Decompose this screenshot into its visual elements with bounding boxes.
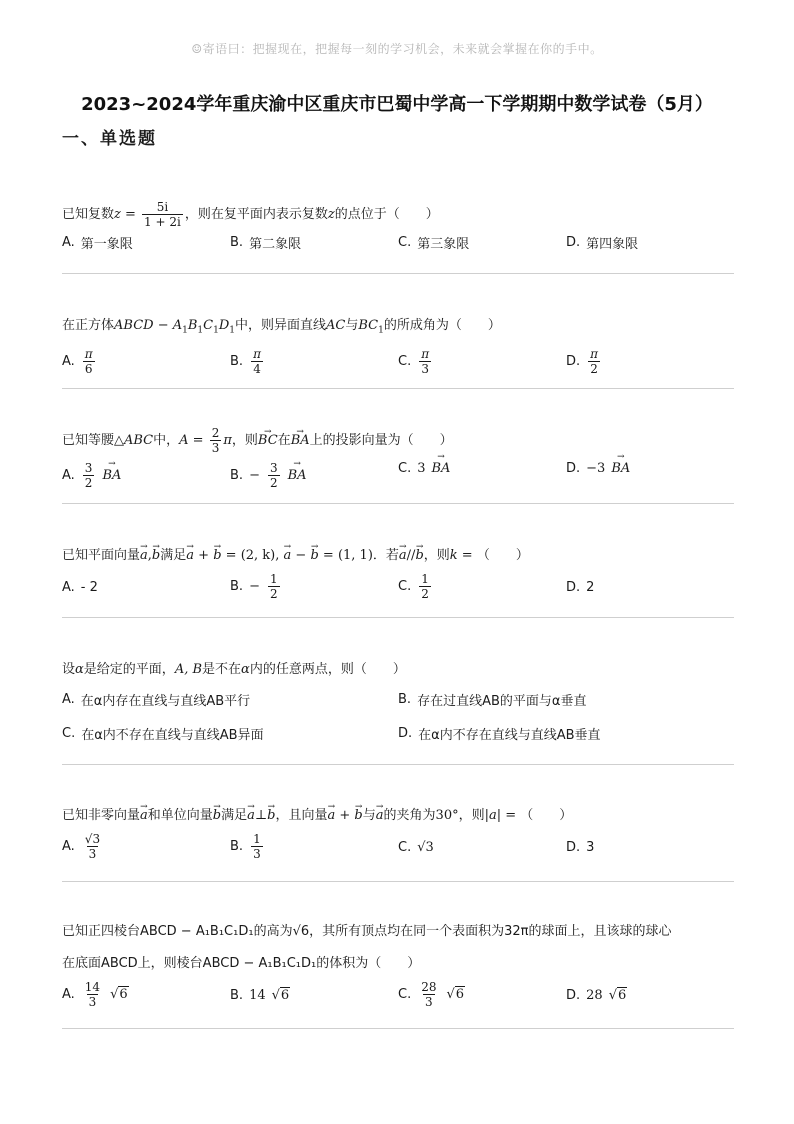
- question-6-options: [62, 832, 734, 868]
- question-7: [62, 922, 734, 1016]
- option-d[interactable]: D. 3: [566, 840, 595, 855]
- divider: [62, 388, 734, 389]
- question-3-stem: 已知等腰△ABC中，A = $\frac{2}{3}$ π，则→ BC在→ BA上的投影向量为（ ）: [62, 426, 734, 455]
- question-5-stem: 设α是给定的平面，A, B是不在α内的任意两点，则（ ）: [62, 662, 406, 677]
- option-d[interactable]: D. −3 → BA: [566, 461, 630, 476]
- option-c[interactable]: C. $\frac{28}{3}$ √6: [398, 980, 465, 1009]
- option-b[interactable]: B. − $\frac{1}{2}$: [230, 572, 278, 601]
- question-7-stem-line-2: 在底面ABCD上，则棱台ABCD − A₁B₁C₁D₁的体积为（ ）: [62, 956, 421, 971]
- divider: [62, 764, 734, 765]
- header-motto: ☺寄语曰：把握现在，把握每一刻的学习机会，未来就会掌握在你的手中。: [191, 42, 603, 56]
- question-2-options: [62, 347, 734, 381]
- option-b[interactable]: B. 第二象限: [230, 235, 302, 252]
- document-title: 2023~2024学年重庆渝中区重庆市巴蜀中学高一下学期期中数学试卷（5月）: [81, 94, 713, 115]
- question-4: [62, 546, 734, 606]
- option-c[interactable]: C. √3: [398, 840, 434, 855]
- question-6-stem: 已知非零向量→ a和单位向量→ b满足→ a⊥→ b，且向量→ a + → b与→ a的夹角为30°，则|a| = （ ）: [62, 806, 734, 826]
- question-5-options: [62, 690, 734, 760]
- question-3: [62, 426, 734, 495]
- question-3-options: [62, 461, 734, 495]
- option-b[interactable]: B. $\frac{\pi}{4}$: [230, 346, 261, 376]
- divider: [62, 503, 734, 504]
- option-a[interactable]: A. $\frac{√3}{3}$: [62, 832, 101, 861]
- question-2-stem: 在正方体ABCD − $A_1B_1C_1D_1$中，则异面直线AC与$BC_1$的所成角为（ ）: [62, 318, 501, 336]
- option-d[interactable]: D. 在α内不存在直线与直线AB垂直: [398, 726, 601, 743]
- option-c[interactable]: C. 第三象限: [398, 235, 470, 252]
- question-4-options: [62, 572, 734, 606]
- fraction: $\frac{5i}{1 + 2i}$: [144, 200, 181, 229]
- question-4-stem: 已知平面向量→ a,→ b满足→ a + → b = (2, k), → a − → b = (1, 1)．若→ a//→ b，则k = （ ）: [62, 546, 734, 566]
- question-1: [62, 200, 734, 259]
- option-c[interactable]: C. $\frac{1}{2}$: [398, 572, 429, 601]
- option-b[interactable]: B. 存在过直线AB的平面与α垂直: [398, 692, 587, 709]
- option-a[interactable]: A. - 2: [62, 580, 98, 595]
- option-a[interactable]: A. 在α内存在直线与直线AB平行: [62, 692, 251, 709]
- option-a[interactable]: A. $\frac{14}{3}$ √6: [62, 980, 128, 1009]
- option-a[interactable]: A. $\frac{3}{2}$ → BA: [62, 461, 121, 490]
- option-b[interactable]: B. − $\frac{3}{2}$ → BA: [230, 461, 307, 490]
- question-7-stem-line-1: 已知正四棱台ABCD − A₁B₁C₁D₁的高为√6，其所有顶点均在同一个表面积为32π的球面上，且该球的球心: [62, 924, 672, 939]
- question-1-options: [62, 233, 734, 259]
- divider: [62, 617, 734, 618]
- option-a[interactable]: A. $\frac{\pi}{6}$: [62, 346, 93, 376]
- divider: [62, 881, 734, 882]
- option-a[interactable]: A. 第一象限: [62, 235, 133, 252]
- divider: [62, 273, 734, 274]
- option-c[interactable]: C. 3 → BA: [398, 461, 450, 476]
- option-b[interactable]: B. 14 √6: [230, 988, 290, 1003]
- question-2: [62, 316, 734, 381]
- option-c[interactable]: C. $\frac{\pi}{3}$: [398, 346, 430, 376]
- option-d[interactable]: D. 第四象限: [566, 235, 639, 252]
- divider: [62, 1028, 734, 1029]
- option-b[interactable]: B. $\frac{1}{3}$: [230, 832, 261, 861]
- option-c[interactable]: C. 在α内不存在直线与直线AB异面: [62, 726, 264, 743]
- question-5: [62, 660, 734, 760]
- question-7-options: [62, 980, 734, 1016]
- option-d[interactable]: D. 28 √6: [566, 988, 627, 1003]
- option-d[interactable]: D. $\frac{\pi}{2}$: [566, 346, 599, 376]
- question-1-stem: 已知复数z = $\frac{5i}{1 + 2i}$ ，则在复平面内表示复数z的点位于（ ）: [62, 200, 439, 229]
- question-6: [62, 806, 734, 868]
- section-title: 一、单选题: [62, 129, 157, 149]
- option-d[interactable]: D. 2: [566, 580, 595, 595]
